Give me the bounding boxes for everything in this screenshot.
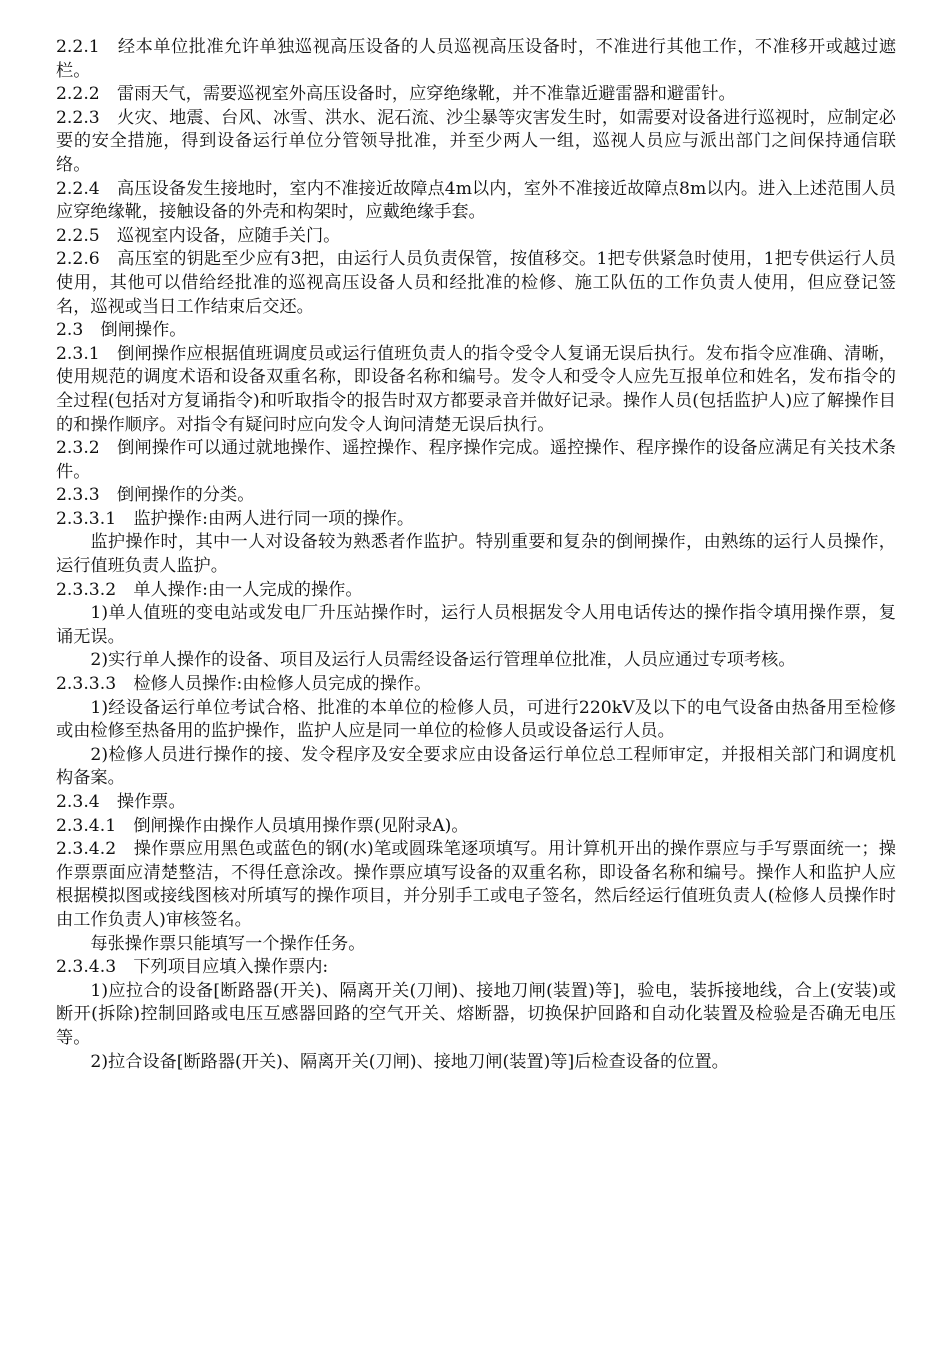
clause-paragraph: 2.3.3.2 单人操作:由一人完成的操作。 xyxy=(56,579,363,600)
clause-paragraph: 2.3.3 倒闸操作的分类。 xyxy=(56,485,255,506)
clause-paragraph: 2.3.4.3 下列项目应填入操作票内: xyxy=(56,957,329,978)
clause-paragraph: 2.3.4.2 操作票应用黑色或蓝色的钢(水)笔或圆珠笔逐项填写。用计算机开出的操作票应与手写票面统一；操作票票面应清楚整洁，不得任意涂改。操作票应填写设备的双重名称，即设备名称和编号。操作人和监护人应根据模拟图或接线图核对所填写的操作项目，并分别手工或电子签名，然后经运行值班负责人(检修人员操作时由工作负责人)审核签名。 xyxy=(56,839,896,930)
body-paragraph: 2)拉合设备[断路器(开关)、隔离开关(刀闸)、接地刀闸(装置)等]后检查设备的位置。 xyxy=(90,1051,729,1072)
clause-paragraph: 2.3.4 操作票。 xyxy=(56,792,186,812)
clause-paragraph: 2.2.1 经本单位批准允许单独巡视高压设备的人员巡视高压设备时，不准进行其他工作，不准移开或越过遮栏。 xyxy=(56,37,896,81)
clause-paragraph: 2.2.3 火灾、地震、台风、冰雪、洪水、泥石流、沙尘暴等灾害发生时，如需要对设备进行巡视时，应制定必要的安全措施，得到设备运行单位分管领导批准，并至少两人一组，巡视人员应与派出部门之间保持通信联络。 xyxy=(56,107,896,175)
clause-paragraph: 2.2.6 高压室的钥匙至少应有3把，由运行人员负责保管，按值移交。1把专供紧急时使用，1把专供运行人员使用，其他可以借给经批准的巡视高压设备人员和经批准的检修、施工队伍的工作负责人使用，但应登记签名，巡视或当日工作结束后交还。 xyxy=(56,249,896,317)
clause-paragraph: 2.3.3.1 监护操作:由两人进行同一项的操作。 xyxy=(56,508,415,529)
body-paragraph: 监护操作时，其中一人对设备较为熟悉者作监护。特别重要和复杂的倒闸操作，由熟练的运行人员操作，运行值班负责人监护。 xyxy=(56,532,896,577)
body-paragraph: 2)实行单人操作的设备、项目及运行人员需经设备运行管理单位批准，人员应通过专项考核。 xyxy=(90,650,796,671)
clause-paragraph: 2.2.2 雷雨天气，需要巡视室外高压设备时，应穿绝缘靴，并不准靠近避雷器和避雷针。 xyxy=(56,84,736,105)
body-paragraph: 2)检修人员进行操作的接、发令程序及安全要求应由设备运行单位总工程师审定，并报相关部门和调度机构备案。 xyxy=(56,744,896,789)
body-paragraph: 1)单人值班的变电站或发电厂升压站操作时，运行人员根据发令人用电话传达的操作指令填用操作票，复诵无误。 xyxy=(56,603,896,647)
clause-paragraph: 2.3 倒闸操作。 xyxy=(56,320,187,341)
body-paragraph: 1)应拉合的设备[断路器(开关)、隔离开关(刀闸)、接地刀闸(装置)等]，验电，装拆接地线，合上(安装)或断开(拆除)控制回路或电压互感器回路的空气开关、熔断器，切换保护回路和自动化装置及检验是否确无电压等。 xyxy=(56,980,896,1048)
clause-paragraph: 2.2.5 巡视室内设备，应随手关门。 xyxy=(56,225,341,246)
clause-paragraph: 2.2.4 高压设备发生接地时，室内不准接近故障点4m以内，室外不准接近故障点8m以内。进入上述范围人员应穿绝缘靴，接触设备的外壳和构架时，应戴绝缘手套。 xyxy=(56,178,896,223)
clause-paragraph: 2.3.3.3 检修人员操作:由检修人员完成的操作。 xyxy=(56,674,432,695)
clause-paragraph: 2.3.2 倒闸操作可以通过就地操作、遥控操作、程序操作完成。遥控操作、程序操作的设备应满足有关技术条件。 xyxy=(56,438,896,482)
body-paragraph: 1)经设备运行单位考试合格、批准的本单位的检修人员，可进行220kV及以下的电气设备由热备用至检修或由检修至热备用的监护操作，监护人应是同一单位的检修人员或设备运行人员。 xyxy=(56,697,896,742)
document-body xyxy=(56,36,896,1074)
clause-paragraph: 2.3.1 倒闸操作应根据值班调度员或运行值班负责人的指令受令人复诵无误后执行。发布指令应准确、清晰，使用规范的调度术语和设备双重名称，即设备名称和编号。发令人和受令人应先互报单位和姓名，发布指令的全过程(包括对方复诵指令)和听取指令的报告时双方都要录音并做好记录。操作人员(包括监护人)应了解操作目的和操作顺序。对指令有疑问时应向发令人询问清楚无误后执行。 xyxy=(56,343,896,435)
body-paragraph: 每张操作票只能填写一个操作任务。 xyxy=(90,933,366,954)
clause-paragraph: 2.3.4.1 倒闸操作由操作人员填用操作票(见附录A)。 xyxy=(56,815,469,836)
